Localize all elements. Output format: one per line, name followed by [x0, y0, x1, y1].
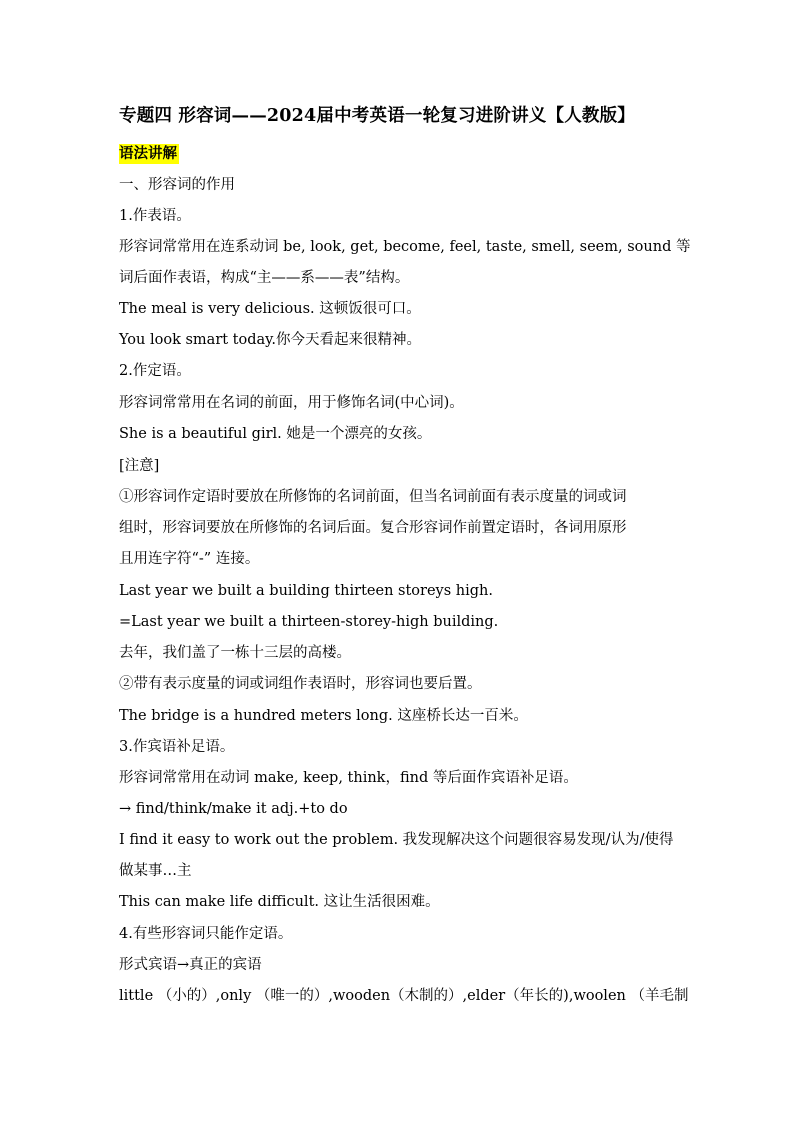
body-text-line: 形容词常常用在动词 make, keep, think，find 等后面作宾语补足语。: [119, 770, 578, 786]
body-text-line: 组时，形容词要放在所修饰的名词后面。复合形容词作前置定语时，各词用原形: [119, 520, 627, 536]
example-sentence: This can make life difficult. 这让生活很困难。: [119, 894, 440, 910]
example-sentence: Last year we built a building thirteen storeys high.: [119, 583, 493, 599]
example-sentence: I find it easy to work out the problem. 我发现解决这个问题很容易发现/认为/使得: [119, 832, 674, 848]
subheading-attributive: 2.作定语。: [119, 363, 191, 379]
example-sentence: You look smart today.你今天看起来很精神。: [119, 332, 422, 348]
body-text-line: 形式宾语→真正的宾语: [119, 957, 262, 973]
body-text-line: 词后面作表语，构成“主——系——表”结构。: [119, 270, 410, 286]
document-title: 专题四 形容词——2024届中考英语一轮复习进阶讲义【人教版】: [119, 106, 635, 126]
subheading-object-complement: 3.作宾语补足语。: [119, 739, 235, 755]
subheading-predicative: 1.作表语。: [119, 208, 191, 224]
heading-adjective-functions: 一、形容词的作用: [119, 177, 235, 193]
body-text-line: 形容词常常用在连系动词 be, look, get, become, feel, taste, smell, seem, sound 等: [119, 239, 691, 255]
body-text-line: 且用连字符“-” 连接。: [119, 551, 260, 567]
note-label: [注意]: [119, 458, 160, 474]
pattern-line: → find/think/make it adj.+to do: [119, 801, 348, 817]
body-text-line: ②带有表示度量的词或词组作表语时，形容词也要后置。: [119, 676, 482, 692]
body-text-line: little （小的）,only （唯一的）,wooden（木制的）,elder（年长的),woolen （羊毛制: [119, 988, 689, 1004]
example-sentence: She is a beautiful girl. 她是一个漂亮的女孩。: [119, 426, 432, 442]
body-text-line: ①形容词作定语时要放在所修饰的名词前面，但当名词前面有表示度量的词或词: [119, 489, 627, 505]
example-sentence: =Last year we built a thirteen-storey-high building.: [119, 614, 499, 630]
body-text-line: 形容词常常用在名词的前面，用于修饰名词(中心词)。: [119, 395, 464, 411]
example-sentence: The meal is very delicious. 这顿饭很可口。: [119, 301, 421, 317]
example-sentence: The bridge is a hundred meters long. 这座桥长达一百米。: [119, 708, 528, 724]
subheading-attributive-only: 4.有些形容词只能作定语。: [119, 926, 293, 942]
body-text-line: 做某事…主: [119, 863, 192, 879]
example-translation: 去年，我们盖了一栋十三层的高楼。: [119, 645, 351, 661]
section-label-grammar: 语法讲解: [119, 145, 177, 162]
